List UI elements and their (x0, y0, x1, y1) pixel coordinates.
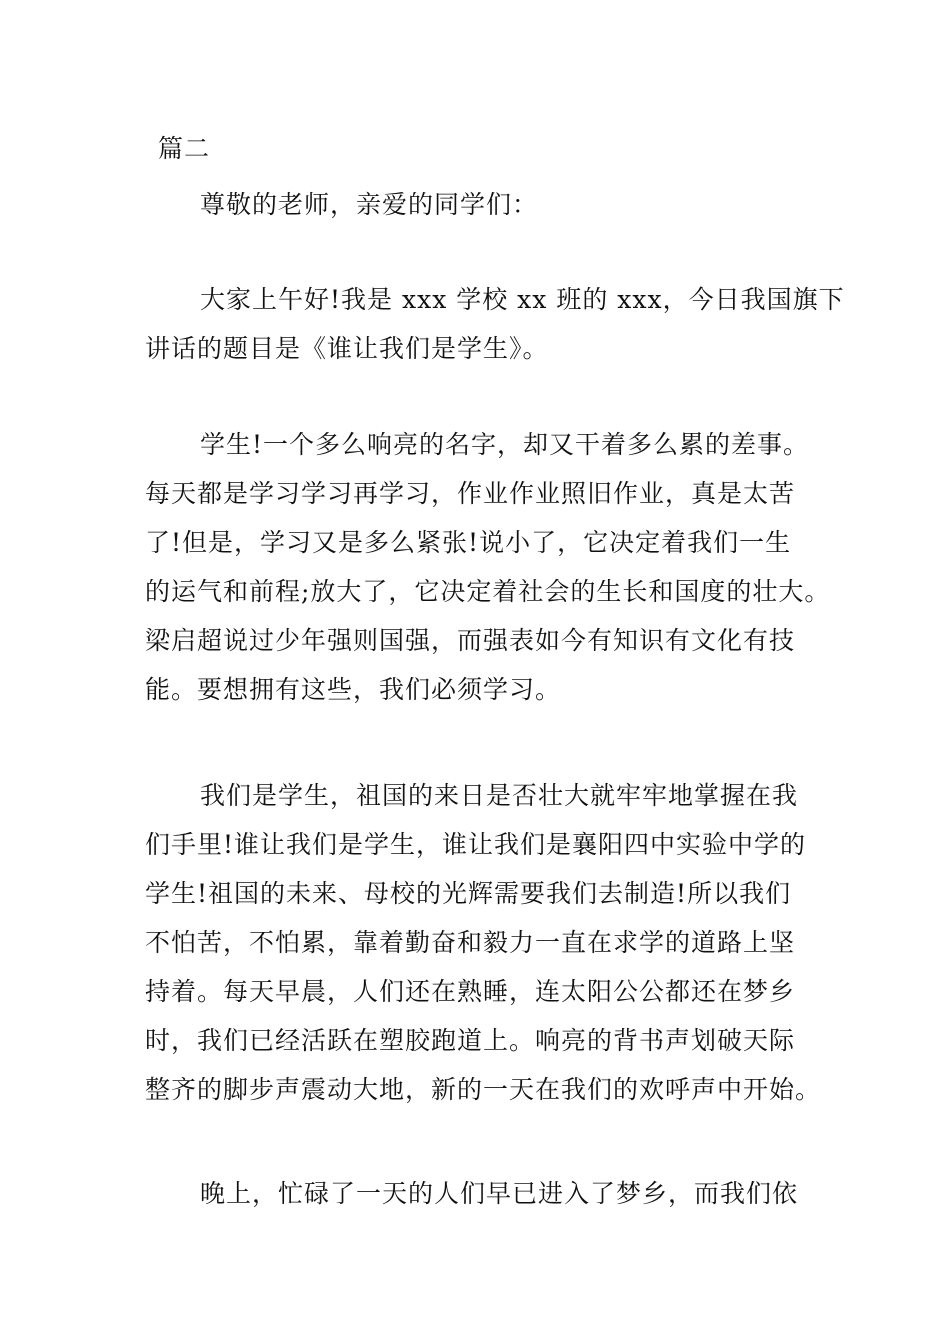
paragraph-line: 我们是学生，祖国的来日是否壮大就牢牢地掌握在我 (200, 781, 799, 810)
paragraph-line: 学生!祖国的未来、母校的光辉需要我们去制造!所以我们 (145, 879, 792, 908)
paragraph-line: 持着。每天早晨，人们还在熟睡，连太阳公公都还在梦乡 (145, 977, 796, 1006)
paragraph-line: 晚上，忙碌了一天的人们早已进入了梦乡，而我们依 (200, 1179, 799, 1208)
paragraph-line: 不怕苦，不怕累，靠着勤奋和毅力一直在求学的道路上坚 (145, 928, 796, 957)
greeting (145, 180, 825, 229)
paragraph-line: 讲话的题目是《谁让我们是学生》。 (145, 334, 549, 363)
paragraph-line: 每天都是学习学习再学习，作业作业照旧作业，真是太苦 (145, 479, 796, 508)
paragraph-1 (145, 275, 845, 373)
greeting-line: 尊敬的老师，亲爱的同学们： (200, 190, 539, 219)
paragraph-line: 时，我们已经活跃在塑胶跑道上。响亮的背书声划破天际 (145, 1026, 796, 1055)
paragraph-line: 梁启超说过少年强则国强，而强表如今有知识有文化有技 (145, 626, 796, 655)
paragraph-3 (145, 771, 825, 1114)
paragraph-line: 大家上午好!我是 xxx 学校 xx 班的 xxx，今日我国旗下 (200, 285, 845, 314)
section-heading: 篇二 (158, 134, 211, 163)
paragraph-line: 了!但是，学习又是多么紧张!说小了，它决定着我们一生 (145, 528, 792, 557)
paragraph-line: 们手里!谁让我们是学生，谁让我们是襄阳四中实验中学的 (145, 830, 807, 859)
paragraph-line: 的运气和前程;放大了，它决定着社会的生长和国度的壮大。 (145, 577, 831, 606)
paragraph-2 (145, 420, 831, 714)
paragraph-line: 能。要想拥有这些，我们必须学习。 (145, 675, 562, 704)
paragraph-line: 学生!一个多么响亮的名字，却又干着多么累的差事。 (200, 430, 810, 459)
paragraph-line: 整齐的脚步声震动大地，新的一天在我们的欢呼声中开始。 (145, 1075, 822, 1104)
paragraph-4 (145, 1169, 825, 1218)
